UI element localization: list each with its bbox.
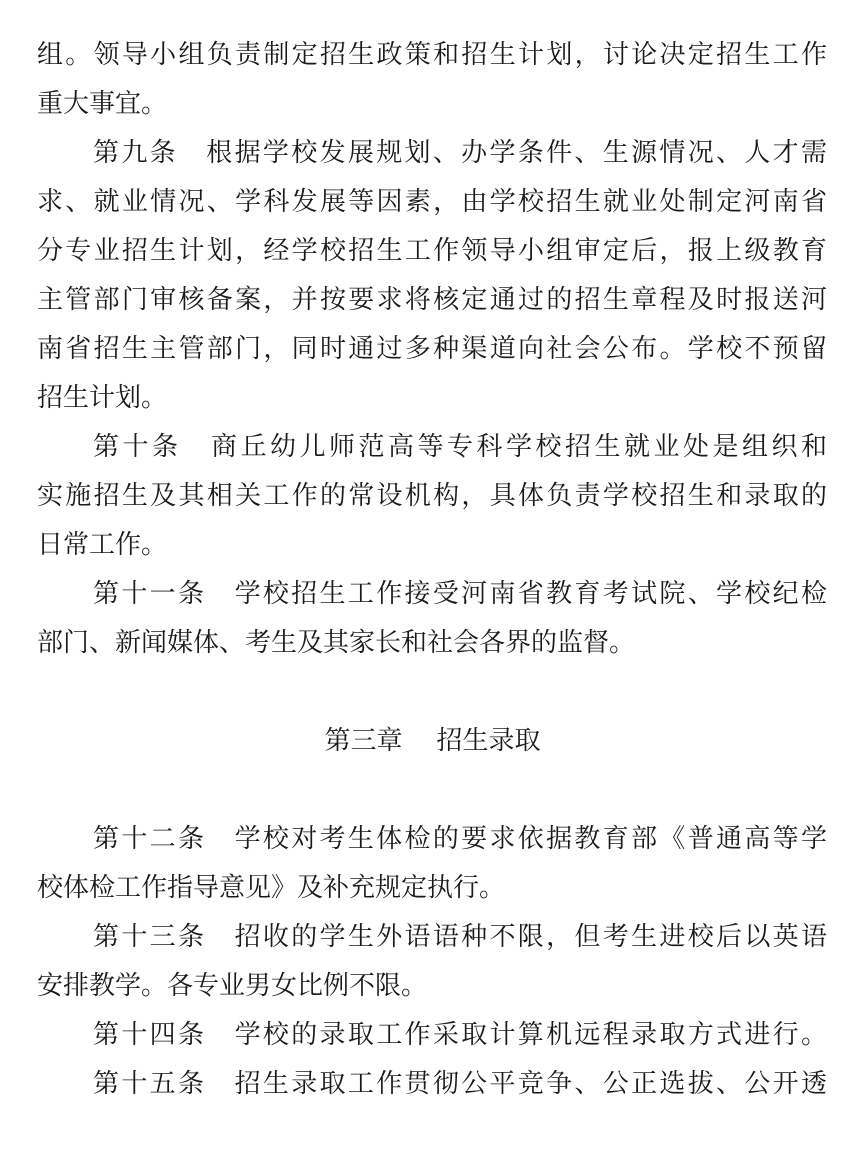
article-label: 第九条: [93, 138, 178, 168]
chapter-title: 招生录取: [436, 726, 541, 756]
article-12-first-line: [37, 815, 827, 863]
paragraph-line: 南省招生主管部门，同时通过多种渠道向社会公布。学校不预留: [37, 334, 827, 364]
article-15-first-line: [37, 1060, 827, 1108]
article-11-first-line: [37, 570, 827, 618]
article-9-first-line: [37, 129, 827, 177]
article-text: 根据学校发展规划、办学条件、生源情况、人才需: [203, 138, 827, 168]
article-label: 第十三条: [93, 922, 207, 952]
article-10-first-line: [37, 423, 827, 471]
paragraph-line: 组。领导小组负责制定招生政策和招生计划，讨论决定招生工作: [37, 40, 827, 70]
article-text: 招收的学生外语语种不限，但考生进校后以英语: [232, 922, 827, 952]
paragraph-line: 重大事宜。: [37, 89, 168, 119]
article-13-first-line: [37, 913, 827, 961]
article-label: 第十五条: [93, 1069, 207, 1099]
article-label: 第十条: [93, 432, 182, 462]
article-text: 招生录取工作贯彻公平竞争、公正选拔、公开透: [232, 1069, 827, 1099]
article-text: 商丘幼儿师范高等专科学校招生就业处是组织和: [207, 432, 827, 462]
article-text: 学校对考生体检的要求依据教育部《普通高等学: [232, 824, 827, 854]
paragraph-line: 安排教学。各专业男女比例不限。: [37, 971, 428, 1001]
paragraph-line: 求、就业情况、学科发展等因素，由学校招生就业处制定河南省: [37, 187, 827, 217]
article-label: 第十二条: [93, 824, 207, 854]
paragraph-line: 主管部门审核备案，并按要求将核定通过的招生章程及时报送河: [37, 285, 827, 315]
chapter-heading: [0, 717, 865, 765]
paragraph-line: 分专业招生计划，经学校招生工作领导小组审定后，报上级教育: [37, 236, 827, 266]
paragraph-line: 招生计划。: [37, 383, 168, 413]
chapter-number: 第三章: [324, 726, 403, 756]
paragraph-line: 部门、新闻媒体、考生及其家长和社会各界的监督。: [37, 628, 636, 658]
paragraph-line: 实施招生及其相关工作的常设机构，具体负责学校招生和录取的: [37, 481, 827, 511]
article-text: 学校的录取工作采取计算机远程录取方式进行。: [232, 1020, 827, 1050]
paragraph-line: 日常工作。: [37, 530, 168, 560]
article-14-first-line: [37, 1011, 827, 1059]
paragraph-line: 校体检工作指导意见》及补充规定执行。: [37, 873, 506, 903]
article-label: 第十一条: [93, 579, 207, 609]
article-text: 学校招生工作接受河南省教育考试院、学校纪检: [232, 579, 827, 609]
article-label: 第十四条: [93, 1020, 207, 1050]
